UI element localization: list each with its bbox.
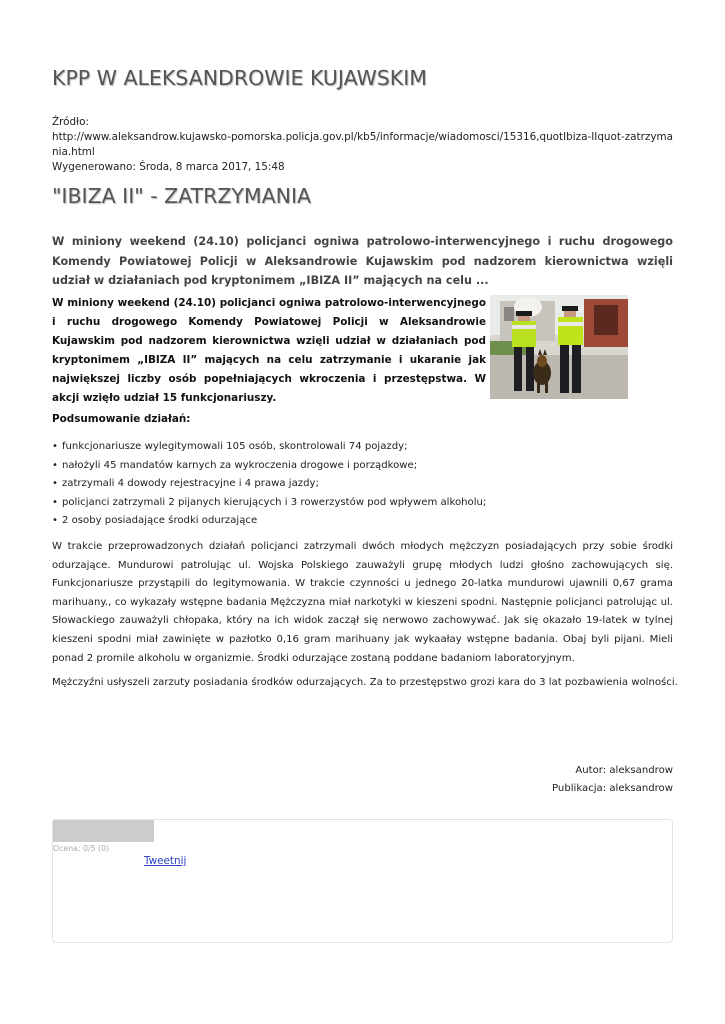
summary-heading: Podsumowanie działań: — [52, 413, 191, 425]
summary-list — [52, 438, 486, 531]
rating-label: Ocena: 0/5 (0) — [53, 844, 110, 853]
publication: Publikacja: aleksandrow — [552, 783, 673, 794]
article-paragraph-2: Mężczyźni usłyszeli zarzuty posiadania środków odurzających. Za to przestępstwo grozi kara do 3 lat pozbawienia wolności. — [52, 677, 678, 688]
author: Autor: aleksandrow — [575, 765, 673, 776]
list-item: • nałożyli 45 mandatów karnych za wykroczenia drogowe i porządkowe; — [52, 457, 486, 476]
list-item: • 2 osoby posiadające środki odurzające — [52, 512, 486, 531]
article-lead: W miniony weekend (24.10) policjanci ogniwa patrolowo-interwencyjnego i ruchu drogowego Komendy Powiatowej Policji w Aleksandrowie Kujawskim pod nadzorem kierownictwa wzięli udział w działaniach pod kryptonimem „IBIZA II” mających na celu ... — [52, 235, 673, 287]
tweet-link[interactable]: Tweetnij — [144, 855, 187, 867]
article-intro: W miniony weekend (24.10) policjanci ogniwa patrolowo-interwencyjnego i ruchu drogowego Komendy Powiatowej Policji w Aleksandrowie Kujawskim pod nadzorem kierownictwa wzięli udział w działaniach pod kryptonimem „IBIZA II” mających na celu zatrzymanie i ukaranie jak największej liczby osób popełniających wkroczenia i przestępstwa. W akcji wzięło udział 15 funkcjonariuszy. — [52, 297, 486, 404]
author-info — [552, 762, 673, 798]
list-item: • funkcjonariusze wylegitymowali 105 osób, skontrolowali 74 pojazdy; — [52, 438, 486, 457]
generated-date: Wygenerowano: Środa, 8 marca 2017, 15:48 — [52, 161, 285, 173]
list-item: • zatrzymali 4 dowody rejestracyjne i 4 prawa jazdy; — [52, 475, 486, 494]
police-officers-with-dog-photo-icon — [490, 295, 628, 399]
article-paragraph-1: W trakcie przeprowadzonych działań policjanci zatrzymali dwóch młodych mężczyzn posiadających przy sobie środki odurzające. Mundurowi patrolując ul. Wojska Polskiego zauważyli grupę młodych ludzi głośno zachowujących się. Funkcjonariusze przystąpili do legitymowania. W trakcie czynności u jednego 20-latka mundurowi ujawnili 0,67 grama marihuany., co wykazały wstępne badania Mężczyzna miał narkotyki w kieszeni spodni. Następnie policjanci patrolując ul. Słowackiego zauważyli chłopaka, który na ich widok zaczął się nerwowo zachowywać. Jak się okazało 19-latek w tylnej kieszeni spodni miał zawinięte w pazłotko 0,16 gram marihuany jak wykaałay wstępne badania. Obaj byli pijani. Mieli ponad 2 promile alkoholu w organizmie. Środki odurzające zostaną poddane badaniom laboratoryjnym. — [52, 541, 673, 664]
article-title: "IBIZA II" - ZATRZYMANIA — [52, 184, 312, 208]
article-photo — [490, 295, 628, 399]
source-info — [52, 115, 674, 175]
source-url: http://www.aleksandrow.kujawsko-pomorska.policja.gov.pl/kb5/informacje/wiadomosci/15316,quotIbiza-IIquot-zatrzymania.html — [52, 131, 673, 158]
rating-panel — [52, 819, 673, 943]
source-label: Źródło: — [52, 116, 89, 128]
site-title: KPP W ALEKSANDROWIE KUJAWSKIM — [52, 66, 427, 90]
list-item: • policjanci zatrzymali 2 pijanych kierujących i 3 rowerzystów pod wpływem alkoholu; — [52, 494, 486, 513]
rating-bar[interactable] — [53, 820, 154, 842]
